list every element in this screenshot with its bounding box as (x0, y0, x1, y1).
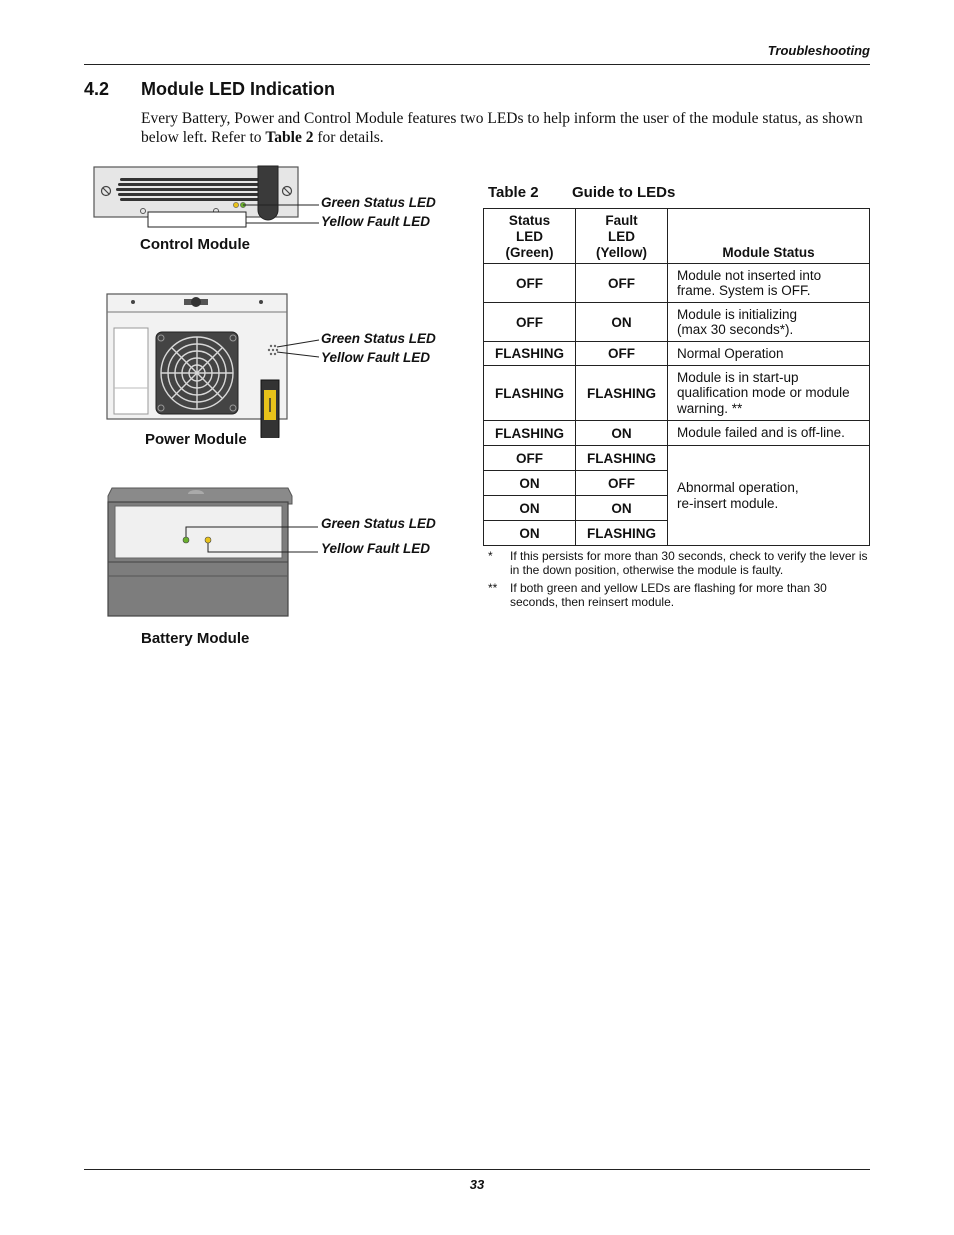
table-header-row (484, 209, 870, 264)
table-caption (488, 184, 675, 201)
table-row (484, 264, 870, 303)
cell-line: frame. System is OFF. (677, 283, 811, 298)
led-guide-table (483, 208, 870, 546)
running-header: Troubleshooting (767, 43, 870, 58)
status-cell: FLASHING (484, 421, 576, 446)
fan-icon (161, 337, 233, 409)
fault-cell: FLASHING (576, 446, 668, 471)
cell-line: Module not inserted into (677, 267, 822, 283)
cell-line: warning. ** (677, 400, 743, 416)
led-callout-box (148, 212, 246, 227)
header-rule (84, 64, 870, 65)
header-line: Fault (605, 213, 638, 228)
module-status-header: Module Status (668, 209, 870, 264)
yellow-led-icon (205, 537, 211, 543)
table-row (484, 342, 870, 366)
control-module-caption: Control Module (140, 236, 250, 253)
header-line: LED (608, 229, 635, 244)
module-status-cell: Normal Operation (668, 342, 870, 366)
fault-led-header (576, 209, 668, 264)
green-led-icon (183, 537, 189, 543)
fault-cell: FLASHING (576, 521, 668, 546)
table-row (484, 303, 870, 342)
status-cell: OFF (484, 446, 576, 471)
header-line: LED (516, 229, 543, 244)
battery-face-panel (115, 506, 282, 558)
status-cell: ON (484, 496, 576, 521)
footer-rule (84, 1169, 870, 1170)
page-number: 33 (469, 1177, 485, 1192)
footnote (488, 581, 868, 609)
battery-yellow-led-label: Yellow Fault LED (321, 541, 431, 556)
header-line: (Yellow) (595, 245, 647, 260)
header-line: (Green) (505, 245, 554, 260)
control-yellow-led-label: Yellow Fault LED (321, 214, 431, 229)
footnote-text: If this persists for more than 30 seconds, check to verify the lever is in the down position, otherwise the module is faulty. (510, 549, 868, 577)
footnote-text: If both green and yellow LEDs are flashing for more than 30 seconds, then reinsert module. (510, 581, 827, 609)
cell-line: Module is in start-up (677, 369, 799, 385)
cell-line: Module is initializing (677, 306, 798, 322)
battery-module-caption: Battery Module (141, 630, 250, 647)
module-status-cell: Module failed and is off-line. (668, 421, 870, 446)
fault-cell: OFF (576, 342, 668, 366)
fault-cell: OFF (576, 471, 668, 496)
status-cell: OFF (484, 303, 576, 342)
module-status-cell (668, 303, 870, 342)
status-cell: FLASHING (484, 342, 576, 366)
table-title: Guide to LEDs (572, 184, 676, 201)
intro-text: Every Battery, Power and Control Module features two LEDs to help inform the user of the module status, as shown below left. Refer to (141, 110, 863, 146)
table-row (484, 366, 870, 421)
module-status-cell (668, 446, 870, 546)
table-row (484, 446, 870, 471)
power-yellow-led-label: Yellow Fault LED (321, 350, 431, 365)
footnote (488, 549, 868, 577)
table-row (484, 421, 870, 446)
label-plate (114, 328, 148, 414)
status-cell: FLASHING (484, 366, 576, 421)
power-module-caption: Power Module (145, 431, 247, 448)
table-number: Table 2 (488, 184, 539, 201)
footnote-mark: * (488, 549, 493, 563)
module-status-cell (668, 366, 870, 421)
cell-line: Abnormal operation, (677, 480, 799, 495)
status-cell: ON (484, 471, 576, 496)
fault-cell: OFF (576, 264, 668, 303)
module-status-cell (668, 264, 870, 303)
fault-cell: FLASHING (576, 366, 668, 421)
section-number: 4.2 (84, 79, 110, 99)
fault-cell: ON (576, 421, 668, 446)
lever-handle (258, 166, 278, 220)
battery-green-led-label: Green Status LED (321, 516, 436, 531)
fault-cell: ON (576, 303, 668, 342)
status-cell: OFF (484, 264, 576, 303)
intro-text-end: for details. (313, 129, 384, 146)
control-green-led-label: Green Status LED (321, 195, 436, 210)
cell-line: re-insert module. (677, 495, 779, 511)
cell-line: qualification mode or module (677, 385, 850, 401)
fault-cell: ON (576, 496, 668, 521)
table-reference: Table 2 (265, 129, 314, 146)
intro-paragraph (141, 109, 871, 147)
section-title: Module LED Indication (141, 79, 335, 99)
yellow-led-icon (233, 202, 238, 207)
footnote-mark: ** (488, 581, 498, 595)
status-cell: ON (484, 521, 576, 546)
power-green-led-label: Green Status LED (321, 331, 436, 346)
cell-line: (max 30 seconds*). (677, 322, 794, 337)
header-line: Status (508, 213, 551, 228)
status-led-header (484, 209, 576, 264)
